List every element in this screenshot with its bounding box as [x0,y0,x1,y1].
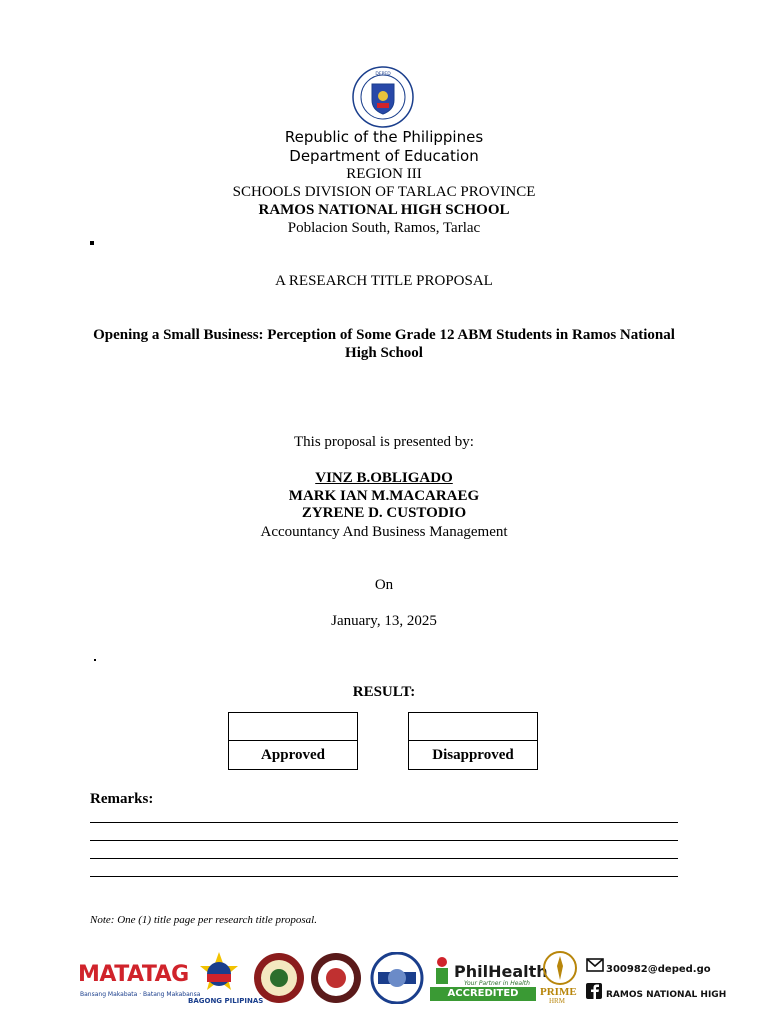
proposal-date: January, 13, 2025 [331,613,437,629]
disapproved-checkbox-area[interactable] [409,713,537,741]
email-address[interactable]: 300982@deped.go [606,964,711,975]
philhealth-person-icon [432,956,452,986]
republic-line: Republic of the Philippines [284,128,484,146]
proposal-heading: A RESEARCH TITLE PROPOSAL [275,273,493,289]
deped-seal-logo [352,66,414,128]
approved-box[interactable] [228,712,358,770]
remarks-label: Remarks: [90,791,154,807]
presented-by: This proposal is presented by: [294,434,474,450]
bagong-pilipinas-text: BAGONG PILIPINAS [188,997,264,1005]
proposal-title-line-2: High School [345,345,423,361]
division-line: SCHOOLS DIVISION OF TARLAC PROVINCE [232,184,536,200]
philhealth-logo: PhilHealth [454,962,548,981]
region-line: REGION III [346,166,422,182]
on-label: On [374,577,394,593]
disapproved-box[interactable] [408,712,538,770]
remarks-line [90,858,678,859]
facebook-page[interactable]: RAMOS NATIONAL HIGH [606,990,727,1000]
strand: Accountancy And Business Management [260,524,508,540]
facebook-icon [586,983,602,999]
remarks-line [90,840,678,841]
disapproved-label: Disapproved [432,747,514,763]
bagong-pilipinas-logo [194,950,244,996]
proposal-title-line-1: Opening a Small Business: Perception of Some Grade 12 ABM Students in Ramos National [93,327,675,343]
author-3: ZYRENE D. CUSTODIO [301,505,467,521]
accredited-badge: ACCREDITED [430,987,536,1001]
remarks-line [90,876,678,877]
note-text: Note: One (1) title page per research title proposal. [90,914,317,926]
approved-label: Approved [261,747,325,763]
dot-mark [94,659,96,661]
remarks-line [90,822,678,823]
school-seal-logo [310,952,362,1004]
matatag-tagline: Bansang Makabata · Batang Makabansa [80,991,201,998]
email-icon [586,958,604,972]
svg-text:DEPED: DEPED [375,72,391,77]
author-1: VINZ B.OBLIGADO [315,470,453,486]
result-label: RESULT: [352,684,416,700]
prime-hrm-label: PRIME [540,986,577,998]
school-name: RAMOS NATIONAL HIGH SCHOOL [258,202,510,218]
prime-hrm-emblem [541,950,579,986]
approved-checkbox-area[interactable] [229,713,357,741]
prime-hrm-sub: HRM [549,997,565,1005]
division-seal-logo [253,952,305,1004]
philhealth-tagline: Your Partner in Health [464,980,530,987]
certification-badge-logo [368,952,426,1004]
department-line: Department of Education [289,147,479,165]
school-address: Poblacion South, Ramos, Tarlac [287,220,481,236]
matatag-logo: MATATAG [78,962,189,987]
bullet-mark [90,241,94,245]
author-2: MARK IAN M.MACARAEG [288,488,480,504]
